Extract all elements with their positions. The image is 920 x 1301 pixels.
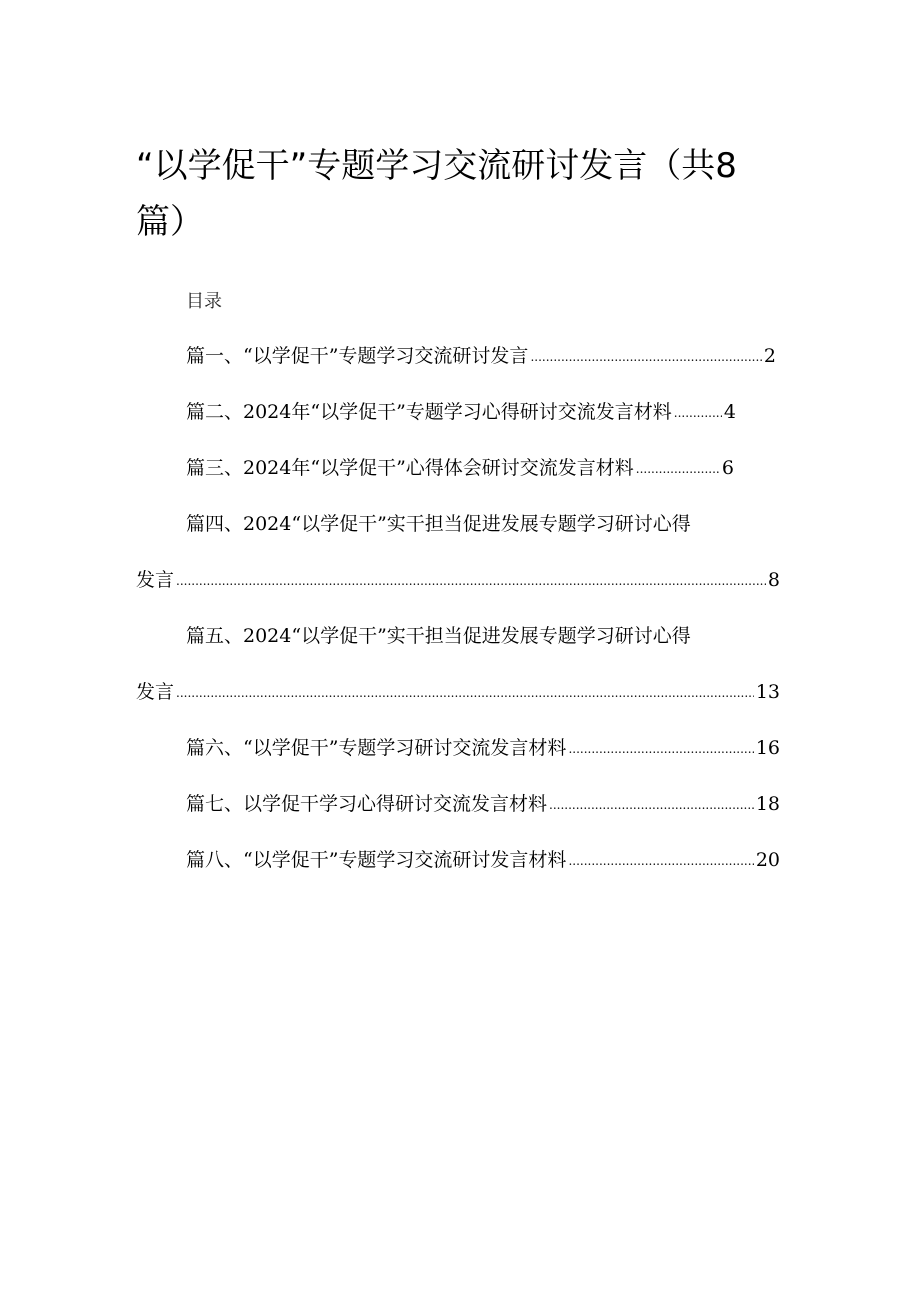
- toc-entry-2[interactable]: [186, 398, 736, 428]
- toc-page-number: 20: [755, 849, 780, 871]
- toc-entry-4-line1[interactable]: 篇四、2024“以学促干”实干担当促进发展专题学习研讨心得: [186, 513, 691, 535]
- toc-leader-dots: [674, 399, 722, 427]
- toc-page-number: 16: [755, 737, 780, 759]
- toc-page-number: 18: [755, 793, 780, 815]
- toc-entry-5-line1[interactable]: 篇五、2024“以学促干”实干担当促进发展专题学习研讨心得: [186, 625, 691, 647]
- toc-leader-dots: [568, 847, 753, 875]
- toc-leader-dots: [568, 735, 753, 763]
- toc-page-number: 8: [767, 569, 780, 591]
- toc-entry-label: 篇七、以学促干学习心得研讨交流发言材料: [186, 793, 548, 815]
- toc-leader-dots: [636, 455, 720, 483]
- toc-entry-label: 篇六、“以学促干”专题学习研讨交流发言材料: [186, 737, 567, 759]
- toc-entry-5[interactable]: [136, 678, 780, 708]
- toc-leader-dots: [549, 791, 754, 819]
- toc-page-number: 6: [721, 457, 734, 479]
- toc-entry-3[interactable]: [186, 454, 734, 484]
- toc-entry-4[interactable]: [136, 566, 780, 596]
- toc-leader-dots: [176, 679, 754, 707]
- toc-entry-label: 篇二、2024年“以学促干”专题学习心得研讨交流发言材料: [186, 401, 672, 423]
- toc-entry-label: 发言: [136, 681, 175, 703]
- toc-leader-dots: [530, 343, 761, 371]
- toc-entry-6[interactable]: [186, 734, 780, 764]
- toc-page-number: 13: [755, 681, 780, 703]
- toc-entry-label: 篇八、“以学促干”专题学习交流研讨发言材料: [186, 849, 567, 871]
- toc-entry-label: 篇三、2024年“以学促干”心得体会研讨交流发言材料: [186, 457, 634, 479]
- document-title: “以学促干”专题学习交流研讨发言（共8篇）: [136, 146, 737, 242]
- toc-entry-1[interactable]: [186, 342, 776, 372]
- toc-entry-8[interactable]: [186, 846, 780, 876]
- toc-entry-label: 发言: [136, 569, 175, 591]
- toc-leader-dots: [176, 567, 766, 595]
- toc-page-number: 4: [723, 401, 736, 423]
- toc-page-number: 2: [763, 345, 776, 367]
- toc-entry-label: 篇一、“以学促干”专题学习交流研讨发言: [186, 345, 529, 367]
- toc-heading: 目录: [186, 291, 222, 312]
- toc-entry-7[interactable]: [186, 790, 780, 820]
